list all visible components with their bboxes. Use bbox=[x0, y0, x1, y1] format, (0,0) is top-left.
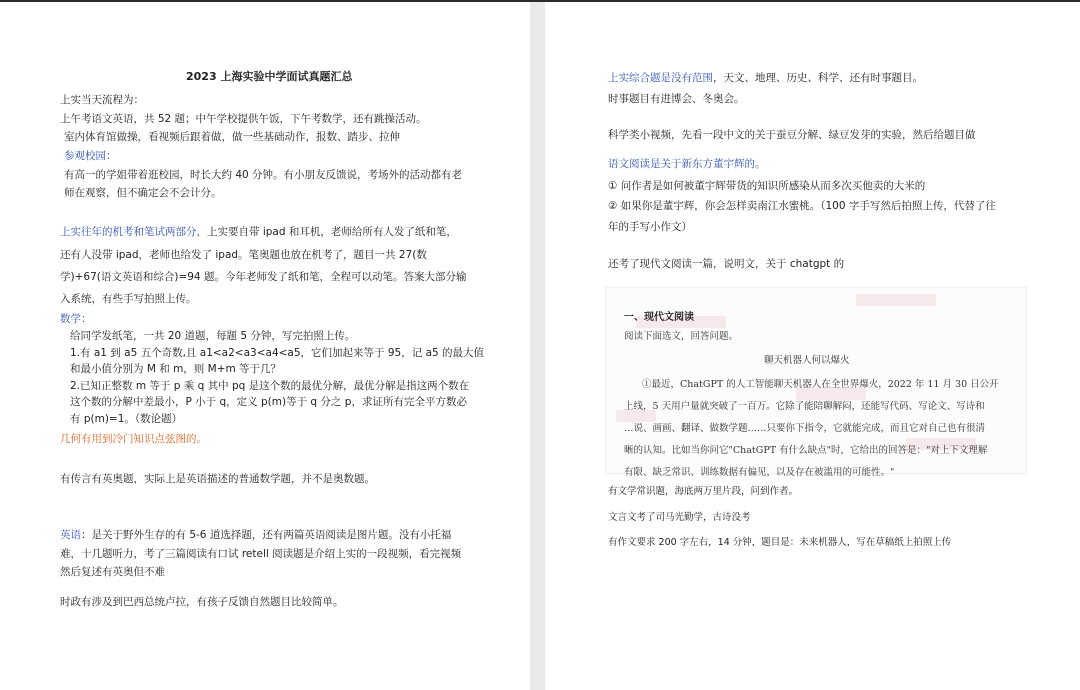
math-note: 几何有用到冷门知识点弦图的。 bbox=[60, 433, 207, 445]
document-page-left bbox=[0, 2, 530, 690]
article-instruction: 阅读下面选文，回答问题。 bbox=[624, 330, 739, 342]
math-line: 1.有 a1 到 a5 五个奇数,且 a1<a2<a3<a4<a5，它们加起来等于 95，记 a5 的最大值 bbox=[70, 347, 485, 359]
article-paragraph: …说、画画、翻译、做数学题……只要你下指令，它就能完成，而且它对自己也有很清 bbox=[624, 422, 986, 434]
article-paragraph: 上线，5 天用户量就突破了一百万。它除了能陪聊解闷，还能写代码、写论文、写诗和 bbox=[624, 400, 985, 412]
article-section: 一、现代文阅读 bbox=[624, 312, 694, 323]
essay-line: 有作文要求 200 字左右，14 分钟，题目是：未来机器人，写在草稿纸上拍照上传 bbox=[608, 537, 952, 548]
question-2-cont: 年的手写小作文） bbox=[608, 221, 692, 233]
article-paragraph: ①最近，ChatGPT 的人工智能聊天机器人在全世界爆火，2022 年 11 月 30 日公开 bbox=[642, 378, 999, 390]
visit-line: 师在观察，但不确定会不会计分。 bbox=[64, 187, 222, 199]
article-paragraph: 有限、缺乏常识、训练数据有偏见，以及存在被滥用的可能性。" bbox=[624, 466, 895, 478]
comprehensive-rest: ，天文、地理、历史、科学、还有时事题目。 bbox=[713, 72, 923, 84]
english-rest: ：是关于野外生存的有 5-6 道选择题，还有两篇英语阅读是图片题。没有小托福 bbox=[81, 529, 452, 541]
past-exam-highlight: 上实往年的机考和笔试两部分， bbox=[60, 226, 207, 238]
math-line: 这个数的分解中差最小，P 小于 q，定义 p(m)等于 q 分之 p，求证所有完全平方数必 bbox=[70, 396, 467, 408]
document-title: 2023 上海实验中学面试真题汇总 bbox=[186, 70, 353, 83]
math-heading: 数学： bbox=[60, 313, 92, 325]
math-line: 给同学发纸笔，一共 20 道题，每题 5 分钟，写完拍照上传。 bbox=[70, 330, 356, 342]
comprehensive-highlight: 上实综合题是没有范围 bbox=[608, 72, 713, 84]
past-exam-rest: 上实要自带 ipad 和耳机，老师给所有人发了纸和笔， bbox=[207, 226, 457, 238]
literature-line: 有文学常识题，海底两万里片段，问到作者。 bbox=[608, 486, 799, 497]
article-heading: 聊天机器人何以爆火 bbox=[764, 354, 850, 366]
modern-reading-line: 还考了现代文阅读一篇，说明文，关于 chatgpt 的 bbox=[608, 258, 845, 270]
flow-heading: 上实当天流程为： bbox=[60, 94, 144, 106]
question-1: ① 问作者是如何被董宇辉带货的知识所感染从而多次买他卖的大米的 bbox=[608, 180, 926, 192]
document-page-right bbox=[545, 2, 1080, 690]
english-line: 难，十几题听力，考了三篇阅读有口试 retell 阅读题是介绍上实的一段视频，看完视频 bbox=[60, 548, 462, 560]
visit-heading: 参观校园： bbox=[64, 150, 117, 162]
english-line bbox=[60, 528, 451, 542]
visit-line: 有高一的学姐带着逛校园，时长大约 40 分钟。有小朋友反馈说，考场外的活动都有老 bbox=[64, 169, 463, 181]
math-line: 和最小值分别为 M 和 m，则 M+m 等于几？ bbox=[70, 363, 282, 375]
english-line: 然后复述有英奥但不难 bbox=[60, 566, 165, 578]
chinese-reading-heading: 语文阅读是关于新东方董宇辉的。 bbox=[608, 158, 766, 170]
flow-line: 上午考语文英语，共 52 题；中午学校提供午饭，下午考数学，还有跳操活动。 bbox=[60, 113, 427, 125]
question-2: ② 如果你是董宇辉，你会怎样卖南江水蜜桃。（100 字手写然后拍照上传，代替了往 bbox=[608, 200, 996, 212]
math-line: 有 p(m)=1。（数论题） bbox=[70, 413, 183, 425]
past-exam-line bbox=[60, 225, 457, 239]
article-image bbox=[605, 287, 1027, 478]
past-exam-line: 还有人没带 ipad，老师也给发了 ipad。笔奥题也放在机考了，题目一共 27(数 bbox=[60, 249, 427, 261]
rumor-line: 有传言有英奥题，实际上是英语描述的普通数学题，并不是奥数题。 bbox=[60, 473, 375, 485]
math-line: 2.已知正整数 m 等于 p 乘 q 其中 pq 是这个数的最优分解，最优分解是指这两个数在 bbox=[70, 380, 470, 392]
classical-line: 文言文考了司马光勤学，古诗没考 bbox=[608, 512, 751, 523]
politics-line: 时政有涉及到巴西总统卢拉，有孩子反馈自然题目比较简单。 bbox=[60, 596, 344, 608]
article-paragraph: 晰的认知。比如当你问它"ChatGPT 有什么缺点"时，它给出的回答是："对上下文理解 bbox=[624, 444, 988, 456]
past-exam-line: 入系统，有些手写拍照上传。 bbox=[60, 293, 197, 305]
science-line: 科学类小视频，先看一段中文的关于蚕豆分解、绿豆发芽的实验，然后给题目做 bbox=[608, 129, 976, 141]
comprehensive-line bbox=[608, 71, 923, 85]
current-affairs-line: 时事题目有进博会、冬奥会。 bbox=[608, 93, 745, 105]
past-exam-line: 学)+67(语文英语和综合)=94 题。今年老师发了纸和笔，全程可以动笔。答案大部分输 bbox=[60, 271, 467, 283]
english-label: 英语 bbox=[60, 529, 81, 541]
flow-line: 室内体育馆做操，看视频后跟着做，做一些基础动作，报数、踏步、拉伸 bbox=[64, 131, 400, 143]
watermark-blur bbox=[856, 294, 936, 306]
